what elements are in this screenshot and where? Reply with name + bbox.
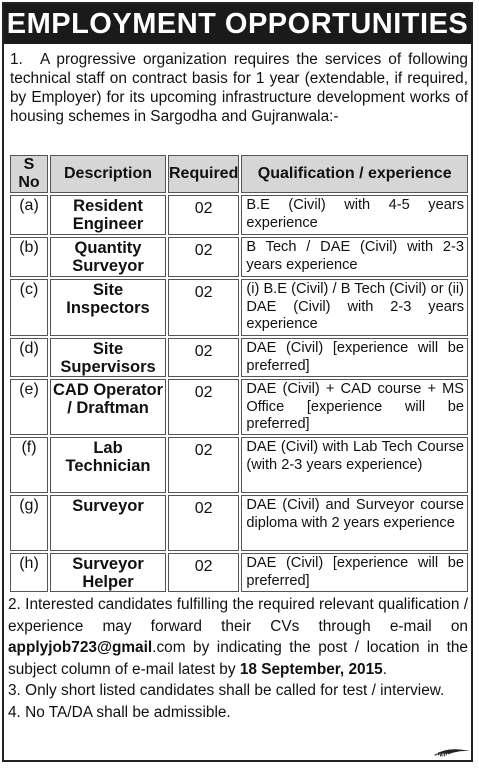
cell-required: 02 [168,237,239,277]
cell-qualification: DAE (Civil) [experience will be preferred] [241,553,468,592]
intro-text: A progressive organization requires the services of following technical staff on contract basis for 1 year (extendable, if required, by Employer) for its upcoming infrastructure development works of housing schemes in Sargodha and Gujranwala:- [10,51,468,125]
cell-description: Resident Engineer [50,195,166,235]
note-apply-text: 2. Interested candidates fulfilling the required relevant qualification / experience may forward their CVs through e-mail on [8,596,468,635]
table-row [10,437,468,493]
cell-sno: (f) [10,437,48,493]
table-row [10,553,468,592]
cell-qualification: DAE (Civil) + CAD course + MS Office [experience will be preferred] [241,379,468,435]
cell-description: Site Inspectors [50,279,166,336]
cell-description: Quantity Surveyor [50,237,166,277]
header-sno: S No [10,155,48,193]
cell-sno: (g) [10,495,48,551]
cell-required: 02 [168,437,239,493]
deadline-date: 18 September, 2015 [239,660,383,678]
table-header-row [10,155,468,193]
cell-qualification: (i) B.E (Civil) / B Tech (Civil) or (ii) DAE (Civil) with 2-3 years experience [241,279,468,336]
cell-description: CAD Operator / Draftman [50,379,166,435]
cell-description: Lab Technician [50,437,166,493]
cell-sno: (e) [10,379,48,435]
intro-number: 1. [10,51,23,68]
cell-description: Surveyor Helper [50,553,166,592]
cell-sno: (h) [10,553,48,592]
cell-description: Surveyor [50,495,166,551]
header-description: Description [50,155,166,193]
cell-sno: (a) [10,195,48,235]
cell-description: Site Supervisors [50,338,166,377]
cell-sno: (d) [10,338,48,377]
table-row [10,279,468,336]
table-row [10,195,468,235]
cell-qualification: B.E (Civil) with 4-5 years experience [241,195,468,235]
cell-qualification: DAE (Civil) [experience will be preferred] [241,338,468,377]
cell-required: 02 [168,495,239,551]
cell-qualification: DAE (Civil) and Surveyor course diploma with 2 years experience [241,495,468,551]
header-required: Required [168,155,239,193]
table-row [10,495,468,551]
cell-qualification: B Tech / DAE (Civil) with 2-3 years experience [241,237,468,277]
hawk-logo-icon [433,745,471,759]
note-apply-end: . [382,660,387,678]
cell-required: 02 [168,279,239,336]
table-row [10,237,468,277]
cell-required: 02 [168,195,239,235]
svg-text:HAWK: HAWK [436,754,455,759]
headline: EMPLOYMENT OPPORTUNITIES [4,4,471,44]
header-qualification: Qualification / experience [241,155,468,193]
apply-email: applyjob723@gmail [8,639,153,656]
table-row [10,379,468,435]
note-apply [8,594,468,680]
intro-paragraph [10,50,468,126]
note-apply-text-2: .com by indicating the post / location in the subject column of e-mail latest by [8,639,468,678]
note-no-tada: 4. No TA/DA shall be admissible. [8,703,231,721]
cell-qualification: DAE (Civil) with Lab Tech Course (with 2-3 years experience) [241,437,468,493]
positions-table [8,153,470,594]
cell-required: 02 [168,553,239,592]
note-shortlist: 3. Only short listed candidates shall be called for test / interview. [8,682,445,699]
cell-required: 02 [168,338,239,377]
cell-required: 02 [168,379,239,435]
cell-sno: (c) [10,279,48,336]
cell-sno: (b) [10,237,48,277]
closing-notes [8,594,468,723]
table-row [10,338,468,377]
